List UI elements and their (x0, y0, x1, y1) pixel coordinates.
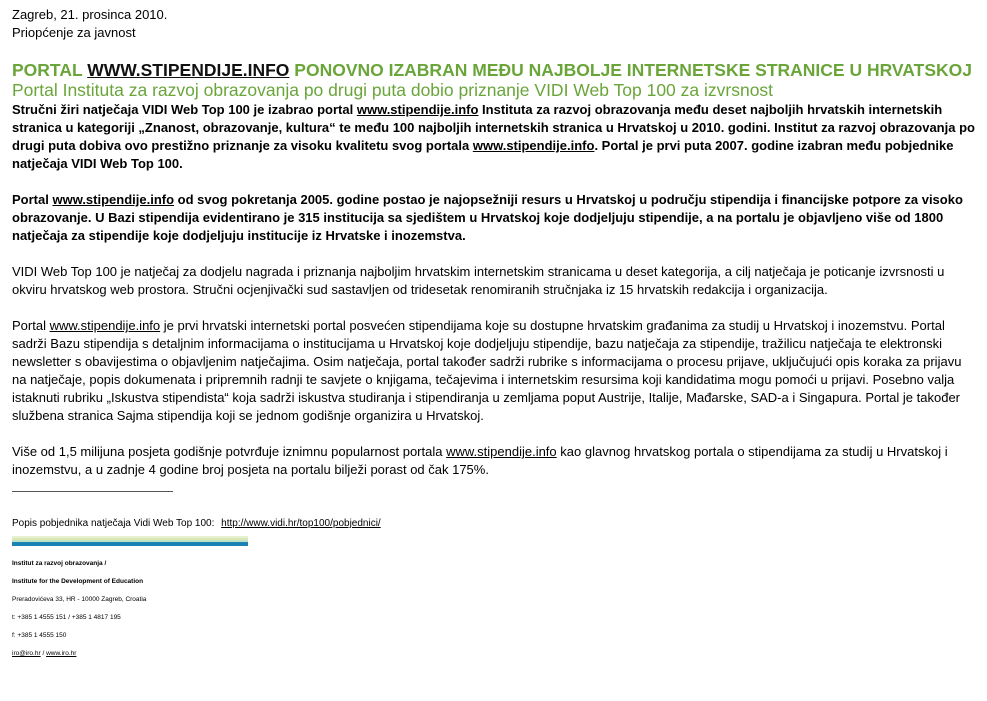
paragraph-1-text-a: Stručni žiri natječaja VIDI Web Top 100 je izabrao portal (12, 102, 357, 117)
headline-part2: PONOVNO IZABRAN MEĐU NAJBOLJE INTERNETSKE STRANICE U HRVATSKOJ (289, 60, 972, 80)
paragraph-1 (12, 101, 975, 173)
winners-list-line (12, 517, 975, 530)
paragraph-1-text-b: Instituta za razvoj obrazovanja među deset najboljih hrvatskih internetskih stranica u kategoriji „Znanost, obrazovanje, kultura“ te među 100 najboljih internetskih stranica u Hrvatskoj u 2010. godini. Institut za razvoj obrazovanja po drugi puta dobiva ovo prestižno priznanje za visoku kvalitetu svog portala (12, 102, 975, 153)
headline-portal-link[interactable]: WWW.STIPENDIJE.INFO (87, 60, 290, 80)
stripe-band (12, 542, 248, 546)
paragraph-5-text-b: kao glavnog hrvatskog portala o stipendijama za studij u Hrvatskoj i inozemstvu, a u zadnje 4 godine broj posjeta na portalu bilježi porast od čak 175%. (12, 444, 948, 477)
paragraph-5-text-a: Više od 1,5 milijuna posjeta godišnje potvrđuje iznimnu popularnost portala (12, 444, 447, 459)
fax: f: +385 1 4555 150 (12, 632, 67, 639)
paragraph-5 (12, 443, 975, 479)
contact-links (12, 650, 975, 668)
paragraph-4-text-b: je prvi hrvatski internetski portal posvećen stipendijama koje su dostupne hrvatskim građanima za studij u Hrvatskoj i inozemstvu. Portal sadrži Bazu stipendija s detaljnim informacijama o institucijama u Hrvatskoj koje dodjeljuju stipendije, bazu natječaja za stipendije, tražilicu natječaja te elektronski newsletter s obavijestima o objavljenim natječajima. Osim natječaja, portal također sadrži rubrike s informacijama o procesu prijave, uključujući opis koraka za prijavu na natječaje, popis dokumenata i pripremnih radnji te savjete o knjigama, tečajevima i internetskim resursima koji kandidatima mogu pomoći u prijavi. Posebno valja istaknuti rubriku „Iskustva stipendista“ koja sadrži iskustva studiranja i stipendiranja u zemljama poput Austrije, Italije, Mađarske, SAD-a i Singapura. Portal je također službena stranica Sajma stipendija koji se jednom godišnje organizira u Hrvatskoj. (12, 318, 962, 423)
date-line: Zagreb, 21. prosinca 2010. (12, 7, 168, 22)
contact-separator: / (40, 650, 47, 657)
email-link[interactable]: iro@iro.hr (12, 650, 41, 657)
paragraph-1-text-c: . Portal je prvi puta 2007. godine izabran među pobjednike natječaja VIDI Web Top 100. (12, 138, 954, 171)
stipendije-link[interactable]: www.stipendije.info (446, 444, 557, 459)
divider-rule (12, 491, 173, 492)
paragraph-4 (12, 317, 975, 425)
paragraph-2-text-a: Portal (12, 192, 53, 207)
address: Preradovićeva 33, HR - 10000 Zagreb, Croatia (12, 596, 147, 603)
paragraph-4-text-a: Portal (12, 318, 50, 333)
winners-link[interactable]: http://www.vidi.hr/top100/pobjednici/ (221, 518, 381, 529)
document-type: Priopćenje za javnost (12, 25, 136, 40)
decorative-color-stripe (12, 536, 248, 546)
stipendije-link[interactable]: www.stipendije.info (356, 102, 479, 117)
org-name-hr: Institut za razvoj obrazovanja / (12, 560, 107, 567)
headline (12, 61, 975, 80)
website-link[interactable]: www.iro.hr (46, 650, 77, 657)
phone: t: +385 1 4555 151 / +385 1 4817 195 (12, 614, 121, 621)
stipendije-link[interactable]: www.stipendije.info (49, 318, 161, 333)
paragraph-3: VIDI Web Top 100 je natječaj za dodjelu nagrada i priznanja najboljim hrvatskim internetskim stranicama u deset kategorija, a cilj natječaja je poticanje izvrsnosti u okviru hrvatskog web prostora. Stručni ocjenjivački sud sastavljen od tridesetak renomiranih stručnjaka iz 15 hrvatskih redakcija i organizacija. (12, 264, 945, 297)
org-name-en: Institute for the Development of Education (12, 578, 144, 585)
headline-part1: PORTAL (12, 60, 88, 80)
stipendije-link[interactable]: www.stipendije.info (472, 138, 595, 153)
subheadline: Portal Instituta za razvoj obrazovanja po drugi puta dobio priznanje VIDI Web Top 100 za izvrsnost (12, 80, 774, 100)
signature-footer (12, 560, 975, 668)
paragraph-2 (12, 191, 975, 245)
paragraph-2-text-b: od svog pokretanja 2005. godine postao je najopsežniji resurs u Hrvatskoj u području stipendija i financijske potpore za visoko obrazovanje. U Bazi stipendija evidentirano je 315 institucija sa sjedištem u Hrvatskoj koje dodjeljuju stipendije, a na portalu je objavljeno više od 1800 natječaja za stipendije koje dodjeljuju institucije iz Hrvatske i inozemstva. (12, 192, 963, 243)
winners-label: Popis pobjednika natječaja Vidi Web Top 100: (12, 518, 218, 529)
stipendije-link[interactable]: www.stipendije.info (52, 192, 175, 207)
